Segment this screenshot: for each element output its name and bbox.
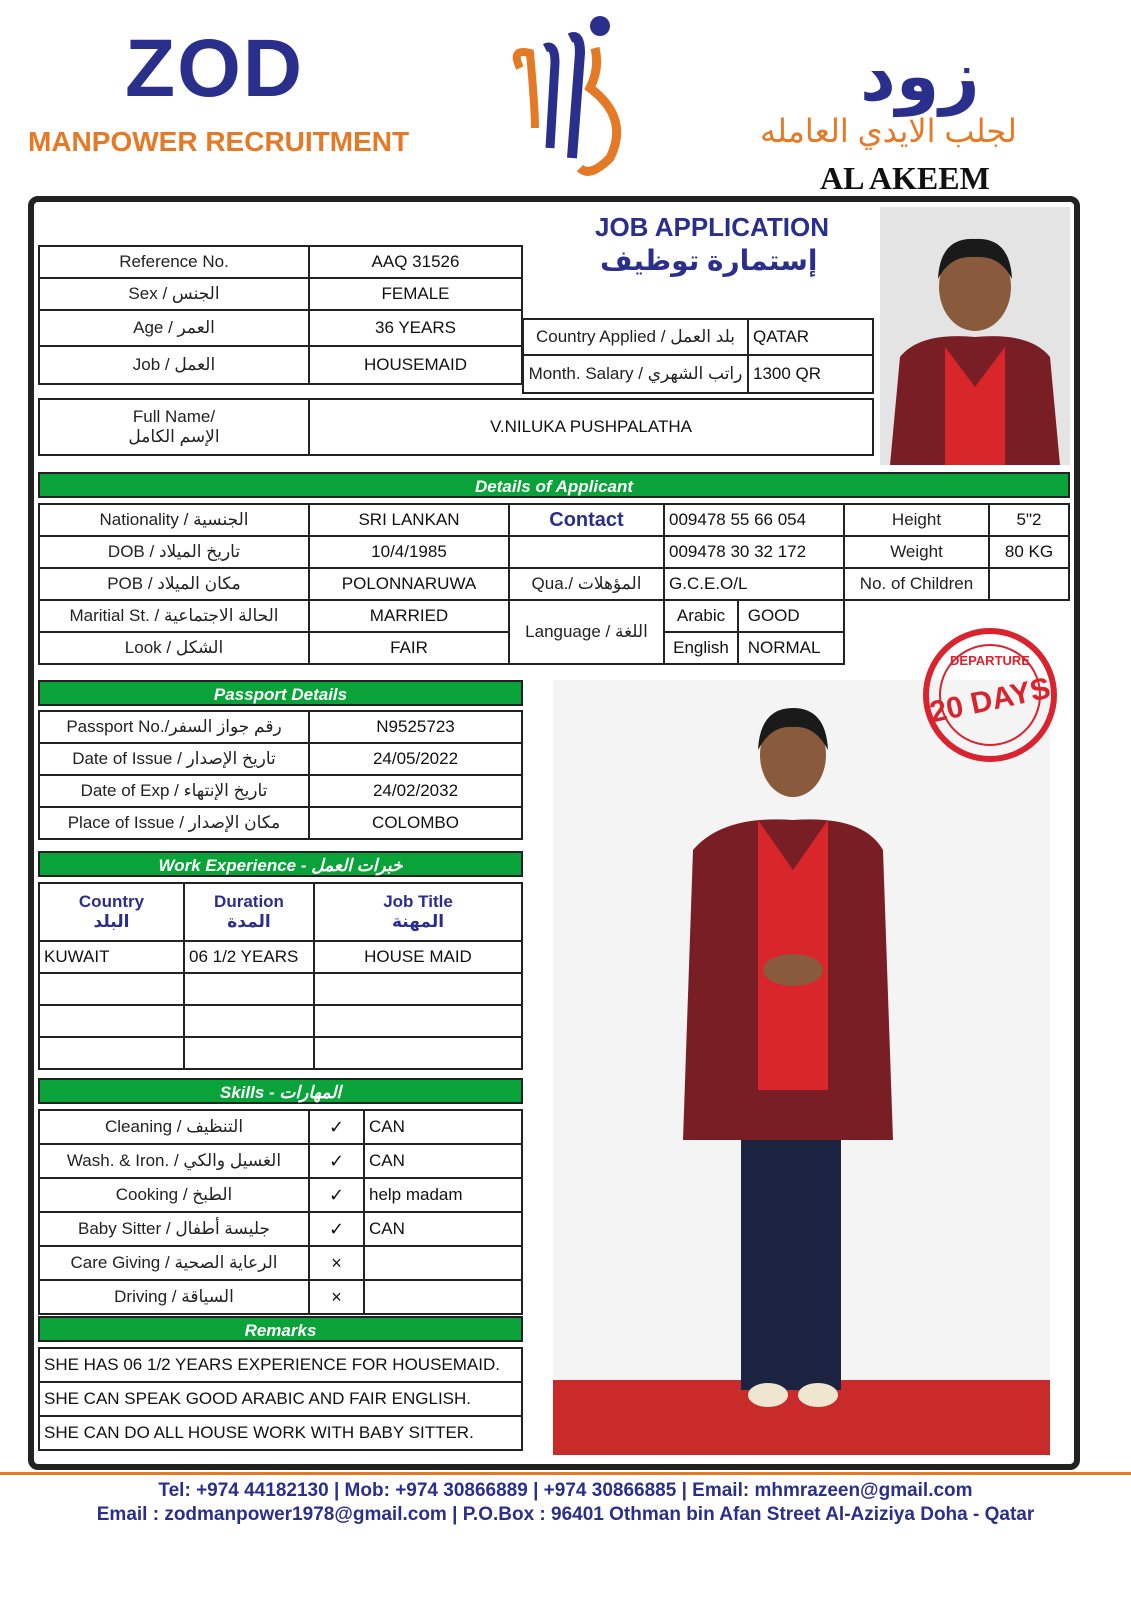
skill-note bbox=[364, 1246, 522, 1280]
salary-label: Month. Salary / راتب الشهري bbox=[523, 355, 748, 393]
skill-label: Cleaning / التنظيف bbox=[39, 1110, 309, 1144]
look-value: FAIR bbox=[309, 632, 509, 664]
skill-note: help madam bbox=[364, 1178, 522, 1212]
table-row bbox=[39, 1037, 522, 1069]
remarks-table bbox=[38, 1347, 523, 1451]
skill-label: Care Giving / الرعاية الصحية bbox=[39, 1246, 309, 1280]
sex-label: Sex / الجنس bbox=[39, 278, 309, 310]
table-row bbox=[39, 941, 522, 973]
qualification-value: G.C.E.O/L bbox=[664, 568, 844, 600]
arabic-label: Arabic bbox=[665, 601, 739, 631]
issue-date-value: 24/05/2022 bbox=[309, 743, 522, 775]
skill-note: CAN bbox=[364, 1212, 522, 1246]
skill-row bbox=[39, 1246, 522, 1280]
skill-label: Wash. & Iron. / الغسيل والكي bbox=[39, 1144, 309, 1178]
applicant-portrait bbox=[880, 207, 1070, 465]
work-col-country-ar: البلد bbox=[93, 912, 130, 931]
stamp-main-text: 20 DAYS bbox=[926, 671, 1054, 730]
skill-note bbox=[364, 1280, 522, 1314]
skill-label: Baby Sitter / جليسة أطفال bbox=[39, 1212, 309, 1246]
pob-value: POLONNARUWA bbox=[309, 568, 509, 600]
branch-name: AL AKEEM bbox=[820, 160, 990, 196]
skill-label: Cooking / الطبخ bbox=[39, 1178, 309, 1212]
job-value: HOUSEMAID bbox=[309, 346, 522, 384]
country-value: QATAR bbox=[748, 319, 873, 355]
skill-row bbox=[39, 1110, 522, 1144]
dob-value: 10/4/1985 bbox=[309, 536, 509, 568]
table-row bbox=[39, 973, 522, 1005]
skills-table bbox=[38, 1109, 523, 1315]
arabic-value: GOOD bbox=[747, 606, 800, 625]
cross-icon: × bbox=[309, 1280, 364, 1314]
skill-row bbox=[39, 1178, 522, 1212]
empty-cell bbox=[39, 1005, 184, 1037]
brand-name-arabic: زود bbox=[860, 37, 980, 115]
marital-value: MARRIED bbox=[309, 600, 509, 632]
height-value: 5"2 bbox=[989, 504, 1069, 536]
applicant-full-photo bbox=[553, 680, 1050, 1455]
departure-stamp-icon bbox=[920, 625, 1060, 765]
passport-no-label: Passport No./رقم جواز السفر bbox=[39, 711, 309, 743]
ref-value: AAQ 31526 bbox=[309, 246, 522, 278]
work-col-country-en: Country bbox=[78, 892, 145, 911]
work-col-duration bbox=[184, 883, 314, 941]
check-icon: ✓ bbox=[309, 1178, 364, 1212]
issue-date-label: Date of Issue / تاريخ الإصدار bbox=[39, 743, 309, 775]
issue-place-label: Place of Issue / مكان الإصدار bbox=[39, 807, 309, 839]
language-label: Language / اللغة bbox=[509, 600, 664, 664]
passport-table bbox=[38, 710, 523, 840]
empty-cell bbox=[184, 1005, 314, 1037]
details-table bbox=[38, 503, 1070, 665]
skill-note: CAN bbox=[364, 1144, 522, 1178]
remark-line: SHE CAN DO ALL HOUSE WORK WITH BABY SITTER. bbox=[39, 1416, 522, 1450]
skill-row bbox=[39, 1144, 522, 1178]
contact-phone-1: 009478 55 66 054 bbox=[664, 504, 844, 536]
top-info-table bbox=[38, 245, 523, 385]
skills-bar: Skills - المهارات bbox=[38, 1078, 523, 1104]
check-icon: ✓ bbox=[309, 1110, 364, 1144]
stamp-top-text: DEPARTURE bbox=[950, 653, 1030, 668]
brand-name: ZOD bbox=[125, 23, 305, 114]
remark-line: SHE HAS 06 1/2 YEARS EXPERIENCE FOR HOUSEMAID. bbox=[39, 1348, 522, 1382]
dob-label: DOB / تاريخ الميلاد bbox=[39, 536, 309, 568]
check-icon: ✓ bbox=[309, 1144, 364, 1178]
skill-note: CAN bbox=[364, 1110, 522, 1144]
passport-no-value: N9525723 bbox=[309, 711, 522, 743]
skill-row bbox=[39, 1212, 522, 1246]
english-label: English bbox=[665, 633, 739, 663]
work-job: HOUSE MAID bbox=[314, 941, 522, 973]
look-label: Look / الشكل bbox=[39, 632, 309, 664]
contact-phone-2: 009478 30 32 172 bbox=[664, 536, 844, 568]
cross-icon: × bbox=[309, 1246, 364, 1280]
form-title-arabic: إستمارة توظيف bbox=[600, 245, 818, 276]
work-col-job bbox=[314, 883, 522, 941]
work-table bbox=[38, 882, 523, 1070]
country-salary-table bbox=[522, 318, 874, 394]
nationality-value: SRI LANKAN bbox=[309, 504, 509, 536]
remark-line: SHE CAN SPEAK GOOD ARABIC AND FAIR ENGLISH. bbox=[39, 1382, 522, 1416]
full-name-table bbox=[38, 398, 874, 456]
empty-cell bbox=[39, 973, 184, 1005]
full-name-value: V.NILUKA PUSHPALATHA bbox=[309, 399, 873, 455]
empty-cell bbox=[184, 1037, 314, 1069]
children-value bbox=[989, 568, 1069, 600]
contact-label: Contact bbox=[509, 504, 664, 536]
english-cell bbox=[664, 632, 844, 664]
footer-address-line: Email : zodmanpower1978@gmail.com | P.O.Box : 96401 Othman bin Afan Street Al-Aziziya Doha - Qatar bbox=[96, 1504, 1035, 1525]
skill-label: Driving / السياقة bbox=[39, 1280, 309, 1314]
work-col-duration-en: Duration bbox=[214, 892, 284, 911]
marital-label: Maritial St. / الحالة الاجتماعية bbox=[39, 600, 309, 632]
skill-row bbox=[39, 1280, 522, 1314]
contact-empty bbox=[509, 536, 664, 568]
english-value: NORMAL bbox=[747, 638, 821, 657]
work-col-country bbox=[39, 883, 184, 941]
full-name-label bbox=[39, 399, 309, 455]
details-bar: Details of Applicant bbox=[38, 472, 1070, 498]
age-label: Age / العمر bbox=[39, 310, 309, 346]
work-duration: 06 1/2 YEARS bbox=[184, 941, 314, 973]
work-col-duration-ar: المدة bbox=[227, 912, 271, 931]
pob-label: POB / مكان الميلاد bbox=[39, 568, 309, 600]
work-country: KUWAIT bbox=[39, 941, 184, 973]
qualification-label: Qua./ المؤهلات bbox=[509, 568, 664, 600]
arabic-cell bbox=[664, 600, 844, 632]
empty-cell bbox=[314, 973, 522, 1005]
remarks-bar: Remarks bbox=[38, 1316, 523, 1342]
children-label: No. of Children bbox=[844, 568, 989, 600]
empty-cell bbox=[314, 1037, 522, 1069]
brand-tagline-arabic: لجلب الايدي العامله bbox=[760, 113, 1017, 149]
company-logo-icon bbox=[500, 8, 640, 178]
table-row bbox=[39, 1005, 522, 1037]
work-col-job-en: Job Title bbox=[383, 892, 453, 911]
full-name-label-ar: الإسم الكامل bbox=[128, 427, 220, 446]
brand-tagline: MANPOWER RECRUITMENT bbox=[28, 126, 410, 157]
empty-cell bbox=[184, 973, 314, 1005]
weight-label: Weight bbox=[844, 536, 989, 568]
full-name-label-en: Full Name/ bbox=[132, 407, 216, 426]
weight-value: 80 KG bbox=[989, 536, 1069, 568]
age-value: 36 YEARS bbox=[309, 310, 522, 346]
exp-date-value: 24/02/2032 bbox=[309, 775, 522, 807]
ref-label: Reference No. bbox=[39, 246, 309, 278]
salary-value: 1300 QR bbox=[748, 355, 873, 393]
footer-contact-line: Tel: +974 44182130 | Mob: +974 30866889 | +974 30866885 | Email: mhmrazeen@gmail.com bbox=[158, 1480, 973, 1501]
empty-cell bbox=[314, 1005, 522, 1037]
issue-place-value: COLOMBO bbox=[309, 807, 522, 839]
sex-value: FEMALE bbox=[309, 278, 522, 310]
exp-date-label: Date of Exp / تاريخ الإنتهاء bbox=[39, 775, 309, 807]
height-label: Height bbox=[844, 504, 989, 536]
form-title: JOB APPLICATION bbox=[595, 212, 830, 242]
empty-cell bbox=[39, 1037, 184, 1069]
check-icon: ✓ bbox=[309, 1212, 364, 1246]
country-label: Country Applied / بلد العمل bbox=[523, 319, 748, 355]
footer-divider bbox=[0, 1472, 1131, 1475]
work-bar: Work Experience - خبرات العمل bbox=[38, 851, 523, 877]
passport-bar: Passport Details bbox=[38, 680, 523, 706]
nationality-label: Nationality / الجنسية bbox=[39, 504, 309, 536]
work-col-job-ar: المهنة bbox=[391, 912, 445, 931]
job-label: Job / العمل bbox=[39, 346, 309, 384]
